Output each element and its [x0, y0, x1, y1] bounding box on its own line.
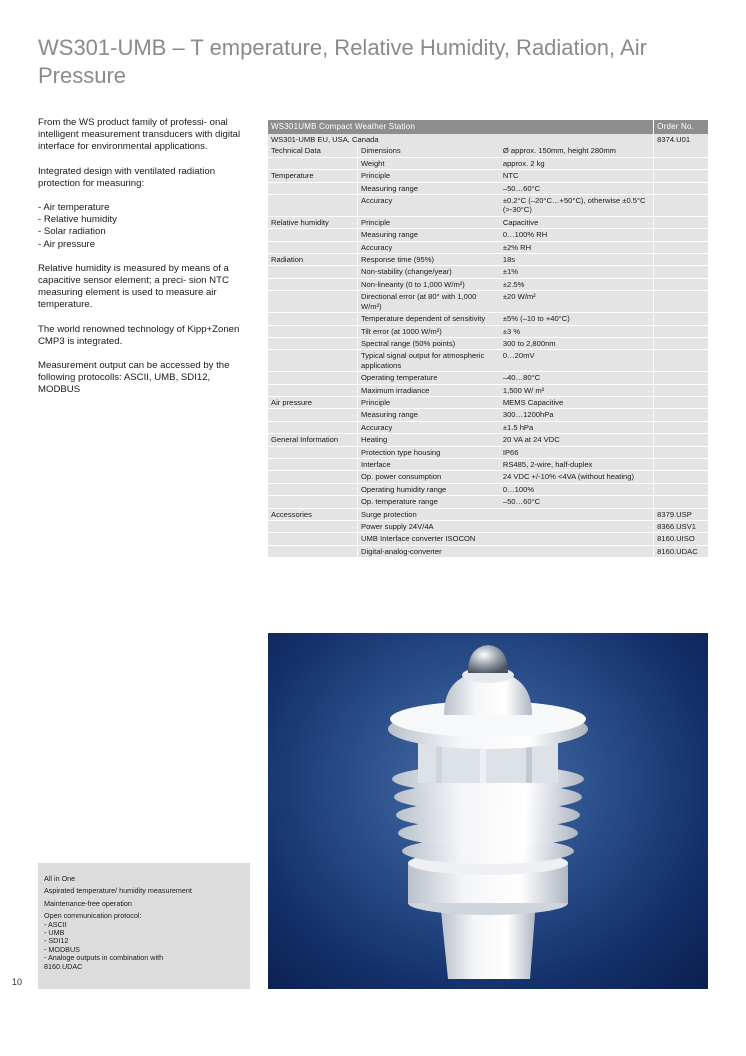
row-value: –50…60°C [500, 496, 654, 508]
row-order-number [654, 241, 708, 253]
row-order-number [654, 458, 708, 470]
row-category [268, 533, 358, 545]
table-row [268, 195, 708, 217]
row-order-number [654, 409, 708, 421]
intro-paragraph: Measurement output can be accessed by the following protocolls: ASCII, UMB, SDI12, MODBUS [38, 360, 230, 396]
table-row [268, 145, 708, 157]
row-value: 0…100% RH [500, 229, 654, 241]
table-row [268, 170, 708, 182]
table-row [268, 521, 708, 533]
page-title: WS301-UMB – T emperature, Relative Humidity, Radiation, Air Pressure [38, 35, 647, 88]
row-order-number [654, 182, 708, 194]
table-row [268, 182, 708, 194]
table-row [268, 421, 708, 433]
table-row [268, 483, 708, 495]
row-order-number [654, 434, 708, 446]
row-value: ±3 % [500, 325, 654, 337]
table-row [268, 266, 708, 278]
row-category [268, 313, 358, 325]
row-order-number [654, 350, 708, 372]
row-value: 300…1200hPa [500, 409, 654, 421]
row-order-number [654, 216, 708, 228]
intro-text [38, 117, 250, 409]
row-parameter: Op. temperature range [358, 496, 500, 508]
feature-title: All in One [44, 874, 76, 883]
feature-box [38, 863, 250, 989]
order-header: Order No. [654, 120, 708, 134]
row-value: 300 to 2,800nm [500, 337, 654, 349]
row-order-number: 8160.UISO [654, 533, 708, 545]
row-category [268, 496, 358, 508]
row-parameter: Non-linearity (0 to 1,000 W/m²) [358, 278, 500, 290]
row-category [268, 182, 358, 194]
order-number: 8374.U01 [654, 134, 708, 145]
table-row [268, 458, 708, 470]
row-category [268, 483, 358, 495]
list-item: - Relative humidity [38, 214, 117, 226]
list-item: 8160.UDAC [44, 961, 83, 971]
row-order-number [654, 229, 708, 241]
table-row [268, 216, 708, 228]
row-parameter: Protection type housing [358, 446, 500, 458]
row-value: –40…80°C [500, 372, 654, 384]
row-order-number: 8366.USV1 [654, 521, 708, 533]
row-order-number [654, 325, 708, 337]
feature-line: Open communication protocol: [44, 911, 142, 921]
row-parameter: Measuring range [358, 182, 500, 194]
row-category [268, 266, 358, 278]
row-category [268, 291, 358, 313]
row-parameter: Digital-analog-converter [358, 545, 500, 557]
row-parameter: Tilt error (at 1000 W/m²) [358, 325, 500, 337]
row-order-number [654, 337, 708, 349]
table-row [268, 313, 708, 325]
row-value [500, 508, 654, 520]
row-order-number [654, 291, 708, 313]
table-row [268, 337, 708, 349]
row-category: Radiation [268, 254, 358, 266]
row-value: MEMS Capacitive [500, 396, 654, 408]
row-parameter: Op. power consumption [358, 471, 500, 483]
row-parameter: Directional error (at 80° with 1,000 W/m²) [358, 291, 500, 313]
table-row [268, 157, 708, 169]
list-item: - Solar radiation [38, 226, 106, 238]
row-parameter: Maximum irradiance [358, 384, 500, 396]
row-category: Air pressure [268, 396, 358, 408]
product-photo [268, 633, 708, 989]
row-value: NTC [500, 170, 654, 182]
row-category [268, 545, 358, 557]
row-category: Temperature [268, 170, 358, 182]
row-value: 1,500 W/ m² [500, 384, 654, 396]
row-category [268, 278, 358, 290]
row-category: Technical Data [268, 145, 358, 157]
row-parameter: Principle [358, 396, 500, 408]
list-item: - SDI12 [44, 936, 69, 946]
table-row [268, 508, 708, 520]
list-item: - Air pressure [38, 238, 96, 250]
list-item: - Air temperature [38, 202, 110, 214]
row-order-number [654, 157, 708, 169]
table-row [268, 545, 708, 557]
table-row [268, 278, 708, 290]
row-parameter: Dimensions [358, 145, 500, 157]
row-category [268, 521, 358, 533]
table-row [268, 409, 708, 421]
row-category [268, 372, 358, 384]
row-order-number [654, 471, 708, 483]
row-parameter: UMB Interface converter ISOCON [358, 533, 500, 545]
intro-paragraph: Relative humidity is measured by means of a capacitive sensor element; a preci- sion NTC measuring element is used to measure air temperature. [38, 262, 229, 311]
row-value: 24 VDC +/-10% <4VA (without heating) [500, 471, 654, 483]
row-category [268, 241, 358, 253]
table-row [268, 291, 708, 313]
table-row [268, 384, 708, 396]
row-order-number [654, 278, 708, 290]
row-order-number [654, 372, 708, 384]
row-order-number: 8379.USP [654, 508, 708, 520]
row-value: ±5% (–10 to +40°C) [500, 313, 654, 325]
row-value: IP66 [500, 446, 654, 458]
row-value: ±0.2°C (–20°C…+50°C), otherwise ±0.5°C (>-30°C) [500, 195, 654, 217]
row-value: approx. 2 kg [500, 157, 654, 169]
feature-line: Aspirated temperature/ humidity measurement [44, 886, 192, 896]
table-row [268, 533, 708, 545]
row-value: ±2.5% [500, 278, 654, 290]
feature-line: Maintenance-free operation [44, 898, 132, 908]
row-parameter: Weight [358, 157, 500, 169]
row-value: Ø approx. 150mm, height 280mm [500, 145, 654, 157]
row-value: ±2% RH [500, 241, 654, 253]
spec-table [268, 120, 708, 558]
intro-paragraph: The world renowned technology of Kipp+Zonen CMP3 is integrated. [38, 323, 240, 347]
table-row [268, 434, 708, 446]
row-parameter: Power supply 24V/4A [358, 521, 500, 533]
row-value [500, 521, 654, 533]
row-value: ±1.5 hPa [500, 421, 654, 433]
row-parameter: Typical signal output for atmospheric applications [358, 350, 500, 372]
row-value: ±1% [500, 266, 654, 278]
row-category [268, 446, 358, 458]
table-row [268, 396, 708, 408]
row-category: General Information [268, 434, 358, 446]
table-row [268, 254, 708, 266]
row-order-number [654, 496, 708, 508]
table-row [268, 325, 708, 337]
row-order-number [654, 254, 708, 266]
list-item: - ASCII [44, 919, 67, 929]
list-item: - UMB [44, 928, 65, 938]
row-category [268, 337, 358, 349]
row-parameter: Heating [358, 434, 500, 446]
row-parameter: Accuracy [358, 195, 500, 217]
row-category [268, 384, 358, 396]
row-category [268, 229, 358, 241]
row-order-number [654, 446, 708, 458]
table-row [268, 134, 708, 145]
page-number: 10 [12, 977, 23, 987]
row-order-number [654, 195, 708, 217]
row-category [268, 471, 358, 483]
row-parameter: Temperature dependent of sensitivity [358, 313, 500, 325]
row-order-number [654, 145, 708, 157]
row-order-number: 8160.UDAC [654, 545, 708, 557]
row-category: Accessories [268, 508, 358, 520]
row-parameter: Surge protection [358, 508, 500, 520]
intro-paragraph: Integrated design with ventilated radiation protection for measuring: [38, 165, 216, 189]
row-value: 20 VA at 24 VDC [500, 434, 654, 446]
row-parameter: Operating humidity range [358, 483, 500, 495]
intro-paragraph: From the WS product family of professi- onal intelligent measurement transducers with digital interface for environmental applications. [38, 117, 241, 153]
product-label: WS301-UMB EU, USA, Canada [268, 134, 654, 145]
row-parameter: Non-stability (change/year) [358, 266, 500, 278]
table-header-row [268, 120, 708, 134]
row-value: –50…60°C [500, 182, 654, 194]
table-row [268, 471, 708, 483]
row-order-number [654, 396, 708, 408]
row-category [268, 350, 358, 372]
row-category [268, 421, 358, 433]
row-order-number [654, 313, 708, 325]
row-parameter: Operating temperature [358, 372, 500, 384]
row-order-number [654, 266, 708, 278]
row-value: Capacitive [500, 216, 654, 228]
row-parameter: Spectral range (50% points) [358, 337, 500, 349]
row-parameter: Measuring range [358, 409, 500, 421]
row-parameter: Response time (95%) [358, 254, 500, 266]
row-parameter: Principle [358, 216, 500, 228]
row-value: 0…20mV [500, 350, 654, 372]
list-item: - MODBUS [44, 944, 80, 954]
row-parameter: Measuring range [358, 229, 500, 241]
row-category: Relative humidity [268, 216, 358, 228]
row-value: RS485, 2-wire, half-duplex [500, 458, 654, 470]
table-row [268, 350, 708, 372]
table-header: WS301UMB Compact Weather Station [268, 120, 654, 134]
row-value: ±20 W/m² [500, 291, 654, 313]
row-value [500, 533, 654, 545]
row-value: 18s [500, 254, 654, 266]
table-row [268, 372, 708, 384]
row-category [268, 409, 358, 421]
row-parameter: Accuracy [358, 241, 500, 253]
row-category [268, 157, 358, 169]
row-category [268, 458, 358, 470]
table-row [268, 446, 708, 458]
list-item: - Analoge outputs in combination with [44, 953, 164, 963]
table-row [268, 229, 708, 241]
row-order-number [654, 170, 708, 182]
row-order-number [654, 421, 708, 433]
row-order-number [654, 483, 708, 495]
row-category [268, 195, 358, 217]
row-parameter: Interface [358, 458, 500, 470]
row-parameter: Principle [358, 170, 500, 182]
row-order-number [654, 384, 708, 396]
measurement-list [38, 202, 250, 251]
row-value [500, 545, 654, 557]
row-parameter: Accuracy [358, 421, 500, 433]
table-row [268, 496, 708, 508]
weather-station-illustration [268, 633, 708, 989]
table-row [268, 241, 708, 253]
row-value: 0…100% [500, 483, 654, 495]
row-category [268, 325, 358, 337]
